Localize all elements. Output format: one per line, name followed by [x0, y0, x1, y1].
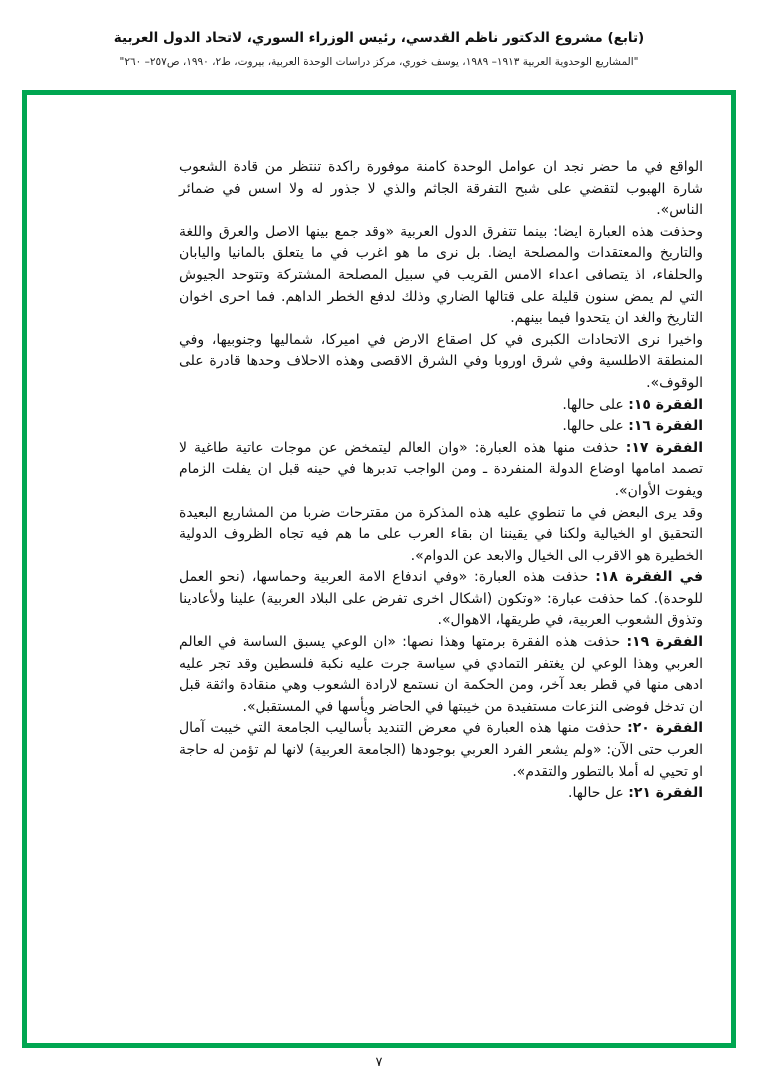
paragraph-label: الفقرة ٢١:: [628, 785, 703, 802]
paragraph-label: الفقرة ١٦:: [628, 418, 703, 435]
paragraph: [179, 503, 703, 568]
document-title: (تابع) مشروع الدكتور ناظم القدسي، رئيس الوزراء السوري، لاتحاد الدول العربية: [113, 30, 645, 46]
paragraph-text: حذفت هذه الفقرة برمتها وهذا نصها: «ان الوعي يسبق الساسة في العالم العربي وهذا الوعي لن يغتفر التمادي في سياسة جرت عليه نكبة فلسطين وقد تجر عليه ادهى منها في قطر بعد آخر، ومن الحكمة ان نستمع لارادة الشعوب وهي منقادة واثقة قبل ان تدخل فوضى النزعات مستفيدة من خيبتها في الحاضر ويأسها في المستقبل».: [179, 634, 703, 715]
paragraph-text: واخيرا نرى الاتحادات الكبرى في كل اصقاع الارض في اميركا، شماليها وجنوبيها، وفي المنطقة الاطلسية وفي شرق اوروبا وفي الشرق الاقصى وهذه الاحلاف وحدها قادرة على الوقوف».: [179, 331, 703, 391]
paragraph: [179, 222, 703, 330]
green-frame: [22, 90, 736, 1048]
paragraph-text: وقد يرى البعض في ما تنطوي عليه هذه المذكرة من مقترحات ضربا من المشاريع البعيدة التحقيق او الخيالية ولكنا في يقيننا ان بقاء العرب على ما هم فيه تجاه الظروف الدولية الخطيرة هو الاقرب الى الخيال والابعد عن الدوام».: [179, 504, 703, 564]
paragraph-text: الواقع في ما حضر نجد ان عوامل الوحدة كامنة موفورة راكدة تنتظر من قادة الشعوب شارة الهبوب لتقضي على شبح التفرقة الجاثم والذي لا جذور له ولا اسس في ضمائر الناس».: [179, 159, 703, 219]
document-source-citation: "المشاريع الوحدوية العربية ١٩١٣– ١٩٨٩، يوسف خوري، مركز دراسات الوحدة العربية، بيروت، ط٢، ١٩٩٠، ص٢٥٧– ٢٦٠": [119, 56, 639, 68]
page-number: ٧: [375, 1055, 383, 1070]
page-header: [0, 30, 758, 68]
paragraph-label: الفقرة ١٥:: [628, 396, 703, 413]
paragraph-text: على حالها.: [562, 396, 624, 413]
paragraph-label: في الفقرة ١٨:: [595, 569, 704, 586]
paragraph: [179, 783, 703, 805]
paragraph: [179, 330, 703, 395]
paragraph: [179, 718, 703, 783]
paragraph-text: على حالها.: [562, 418, 624, 435]
paragraph-text: وحذفت هذه العبارة ايضا: بينما تتفرق الدول العربية «وقد جمع بينها الاصل والعرق واللغة والتاريخ والمعتقدات والمصلحة ايضا. بل نرى ما هو اغرب في ما يتعلق بالمانيا واليابان والحلفاء، اذ يتصافى اعداء الامس القريب في سبيل المصلحة المشتركة وتتوحد الجيوش التي لم يمض سنون قليلة على قتالها الضاري وذلك لدفع الخطر الداهم. فما احرى اخوان التاريخ والغد ان يتحدوا فيما بينهم.: [179, 223, 703, 327]
paragraph: [179, 567, 703, 632]
body-text: [179, 157, 703, 805]
paragraph-label: الفقرة ١٩:: [626, 634, 703, 651]
paragraph: [179, 416, 703, 438]
paragraph: [179, 395, 703, 417]
paragraph-text: حذفت منها هذه العبارة في معرض التنديد بأساليب الجامعة التي خيبت آمال العرب حتى الآن: «ولم يشعر الفرد العربي بوجودها (الجامعة العربية) لانها لم تؤمن له حاجة او تحيي له أملا بالتطور والتقدم».: [179, 720, 703, 780]
paragraph-label: الفقرة ٢٠:: [627, 720, 704, 737]
paragraph: [179, 438, 703, 503]
paragraph: [179, 157, 703, 222]
paragraph-text: حذفت هذه العبارة: «وفي اندفاع الامة العربية وحماسها، (نحو العمل للوحدة). كما حذفت عبارة: «وتكون (اشكال اخرى تفرض على البلاد العربية) علينا ولأعادينا وتذوق الشعوب العربية، في طريقها، الاهوال».: [179, 569, 703, 629]
paragraph-label: الفقرة ١٧:: [625, 439, 703, 456]
paragraph-text: عل حالها.: [568, 785, 624, 802]
paragraph: [179, 632, 703, 718]
paragraph-text: حذفت منها هذه العبارة: «وان العالم ليتمخض عن موجات عاتية طاغية لا تصمد امامها اوضاع الدولة المنفردة ـ ومن الواجب تدبرها في حينه قبل ان يفلت الزمام ويفوت الأوان».: [179, 439, 703, 499]
